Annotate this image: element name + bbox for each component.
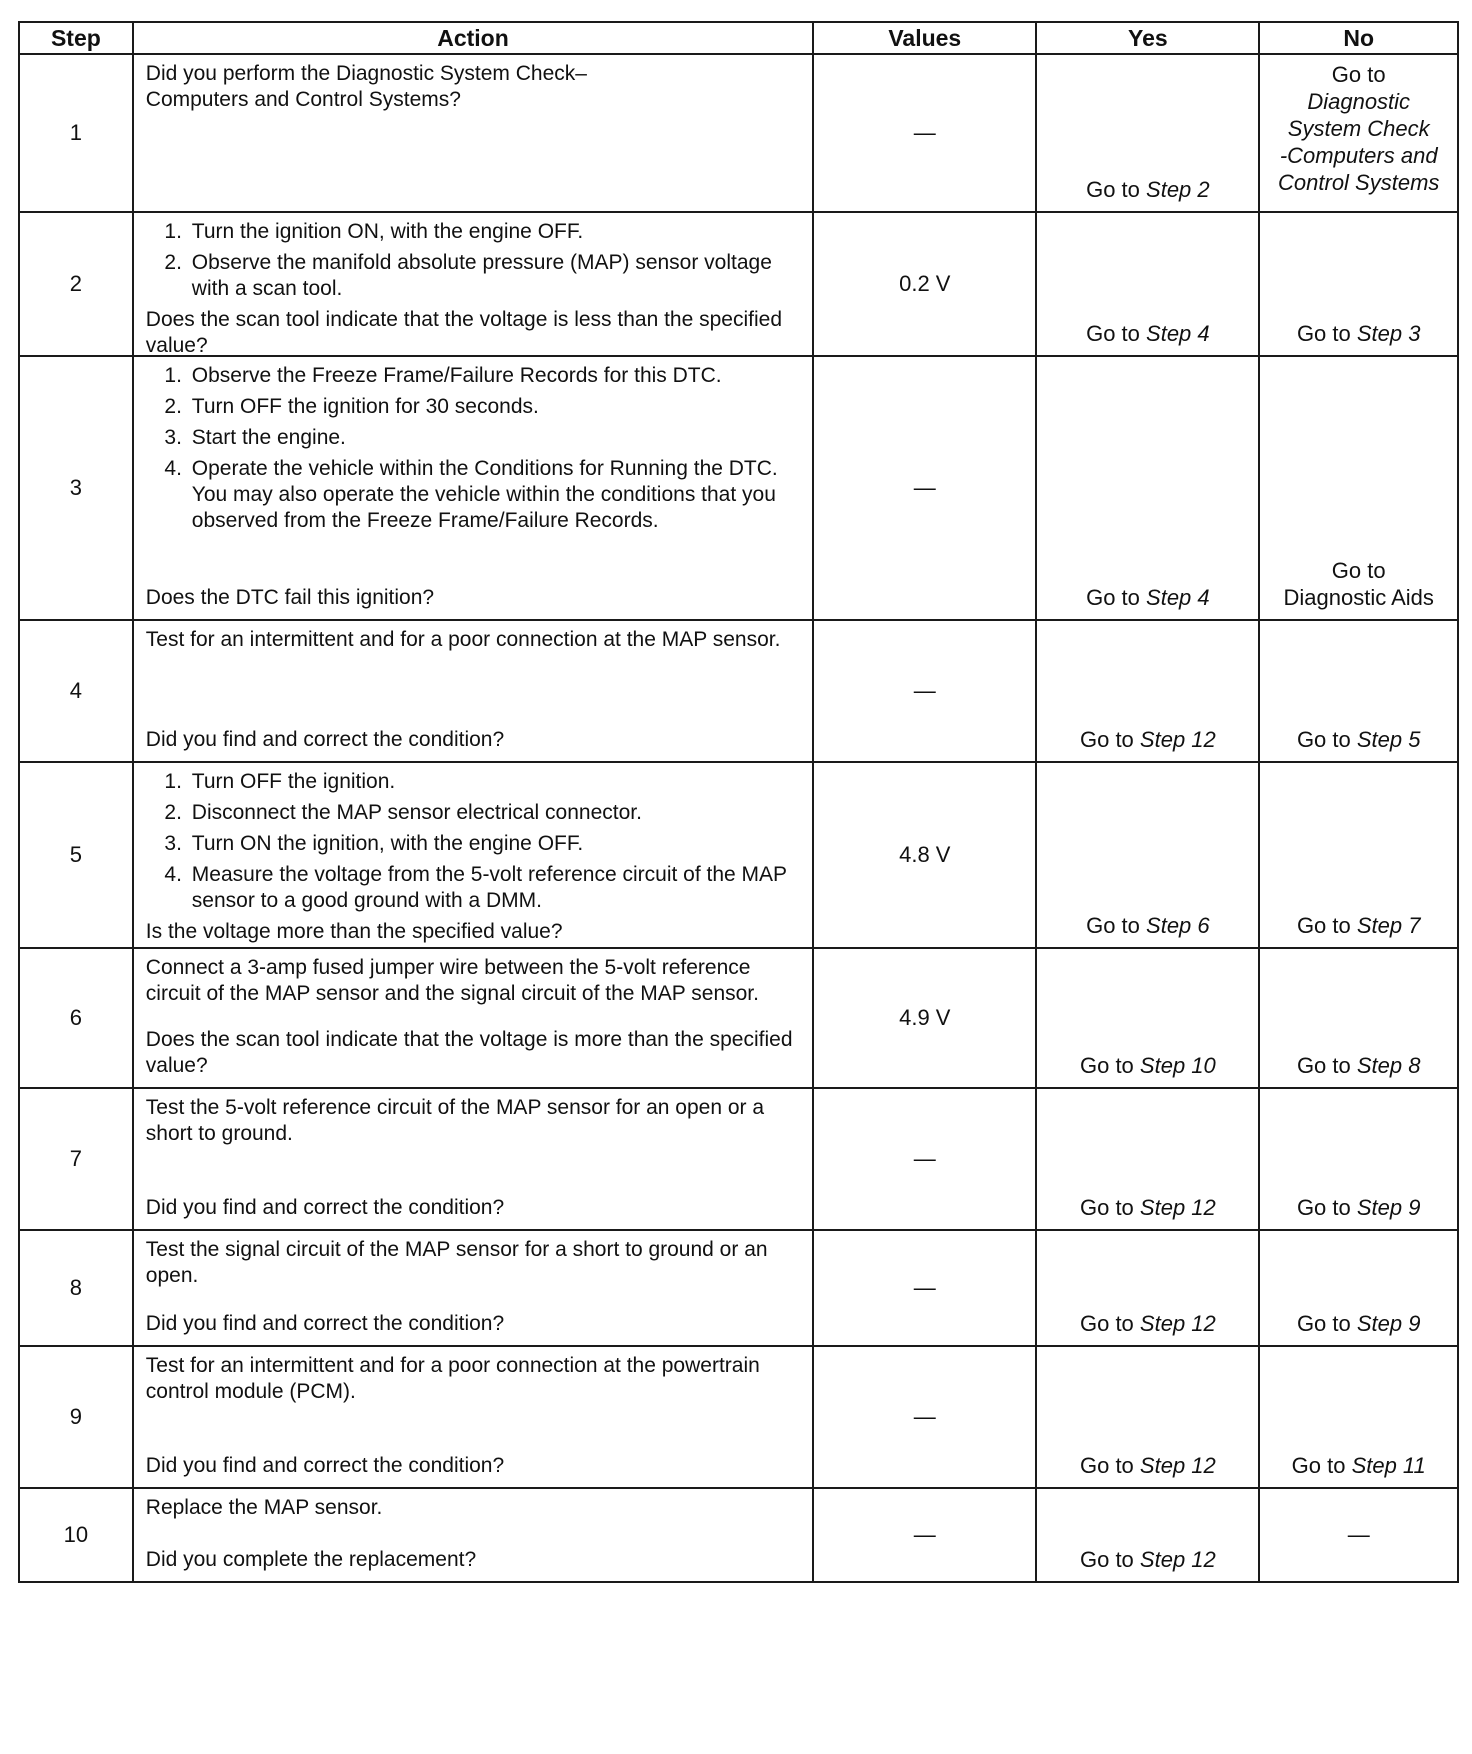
header-yes: Yes [1036, 22, 1259, 54]
action-list [146, 219, 800, 302]
yes-cell [1036, 1346, 1259, 1488]
value-cell: — [813, 1088, 1036, 1230]
value-cell: 4.8 V [813, 762, 1036, 948]
no-reference-text[interactable]: -Computers and [1279, 143, 1438, 168]
go-to-label: Go to [1079, 1453, 1134, 1478]
header-action: Action [133, 22, 813, 54]
value-cell: — [813, 54, 1036, 212]
action-list [146, 769, 800, 914]
go-to-label: Go to [1331, 62, 1386, 87]
yes-cell [1036, 54, 1259, 212]
no-reference-text[interactable]: Diagnostic [1307, 89, 1411, 114]
step-number: 7 [19, 1088, 133, 1230]
diagnostic-table [18, 21, 1459, 1583]
action-text: Replace the MAP sensor. [145, 1496, 383, 1519]
no-cell [1259, 762, 1458, 948]
action-text: Test the signal circuit of the MAP sensor for a short to ground or an open. [145, 1238, 768, 1287]
action-cell [133, 1088, 813, 1230]
value-cell: — [813, 1230, 1036, 1346]
no-step-link[interactable]: Step 8 [1356, 1053, 1421, 1078]
no-reference-text[interactable]: Diagnostic Aids [1283, 585, 1434, 610]
action-cell [133, 212, 813, 356]
value-cell: — [813, 1346, 1036, 1488]
step-number: 9 [19, 1346, 133, 1488]
action-list-item: 1. Observe the Freeze Frame/Failure Records for this DTC. [188, 363, 800, 389]
no-cell [1259, 212, 1458, 356]
step-number: 4 [19, 620, 133, 762]
go-to-label: Go to [1086, 913, 1140, 938]
action-question: Did you complete the replacement? [145, 1548, 477, 1571]
yes-step-link[interactable]: Step 4 [1146, 321, 1210, 346]
yes-step-link[interactable]: Step 12 [1139, 1547, 1216, 1572]
yes-cell [1036, 762, 1259, 948]
no-step-link[interactable]: Step 11 [1351, 1453, 1426, 1478]
action-list-item: 4. Operate the vehicle within the Conditions for Running the DTC. You may also operate the vehicle within the conditions that you observed from the Freeze Frame/Failure Records. [188, 456, 800, 534]
action-list-item: 4. Measure the voltage from the 5-volt reference circuit of the MAP sensor to a good ground with a DMM. [188, 862, 800, 914]
action-cell [133, 1488, 813, 1582]
yes-step-link[interactable]: Step 6 [1146, 913, 1210, 938]
no-cell [1259, 54, 1458, 212]
step-number: 5 [19, 762, 133, 948]
no-cell [1259, 620, 1458, 762]
go-to-label: Go to [1086, 321, 1140, 346]
action-cell [133, 356, 813, 620]
step-number: 10 [19, 1488, 133, 1582]
action-text: Test for an intermittent and for a poor connection at the MAP sensor. [145, 628, 781, 651]
no-cell [1259, 1346, 1458, 1488]
table-row [19, 620, 1458, 762]
yes-cell [1036, 1488, 1259, 1582]
yes-step-link[interactable]: Step 4 [1146, 585, 1210, 610]
go-to-label: Go to [1079, 1547, 1134, 1572]
action-text: Connect a 3-amp fused jumper wire between the 5-volt reference circuit of the MAP sensor and the signal circuit of the MAP sensor. [145, 956, 759, 1005]
go-to-label: Go to [1296, 727, 1351, 752]
no-cell [1259, 1088, 1458, 1230]
no-step-link[interactable]: Step 5 [1356, 727, 1421, 752]
go-to-label: Go to [1331, 558, 1386, 583]
table-row [19, 212, 1458, 356]
action-cell [133, 54, 813, 212]
no-step-link[interactable]: Step 9 [1356, 1311, 1421, 1336]
go-to-label: Go to [1086, 177, 1140, 202]
no-step-link[interactable]: Step 9 [1356, 1195, 1421, 1220]
action-list-item: 2. Turn OFF the ignition for 30 seconds. [188, 394, 800, 420]
action-list-item: 1. Turn OFF the ignition. [188, 769, 800, 795]
value-cell: — [813, 356, 1036, 620]
step-number: 2 [19, 212, 133, 356]
go-to-label: Go to [1079, 727, 1134, 752]
no-step-link[interactable]: Step 3 [1356, 321, 1421, 346]
yes-cell [1036, 356, 1259, 620]
header-step: Step [19, 22, 133, 54]
action-list-item: 3. Turn ON the ignition, with the engine OFF. [188, 831, 800, 857]
action-question: Does the DTC fail this ignition? [145, 586, 435, 609]
action-text: Did you perform the Diagnostic System Check– [145, 62, 587, 85]
table-row [19, 54, 1458, 212]
value-cell: — [813, 620, 1036, 762]
no-reference-text[interactable]: System Check [1287, 116, 1430, 141]
action-list-item: 3. Start the engine. [188, 425, 800, 451]
yes-step-link[interactable]: Step 12 [1139, 1195, 1216, 1220]
yes-step-link[interactable]: Step 12 [1139, 727, 1216, 752]
action-list [146, 363, 800, 534]
yes-step-link[interactable]: Step 12 [1139, 1453, 1216, 1478]
action-question: Is the voltage more than the specified value? [145, 920, 563, 943]
action-text: Computers and Control Systems? [145, 88, 461, 111]
no-cell [1259, 948, 1458, 1088]
table-row [19, 762, 1458, 948]
no-cell: — [1259, 1488, 1458, 1582]
header-row [19, 22, 1458, 54]
action-cell [133, 1230, 813, 1346]
action-question: Did you find and correct the condition? [145, 1312, 505, 1335]
go-to-label: Go to [1296, 1195, 1351, 1220]
table-row [19, 948, 1458, 1088]
step-number: 3 [19, 356, 133, 620]
table-row [19, 1346, 1458, 1488]
value-cell: 4.9 V [813, 948, 1036, 1088]
action-text: Test the 5-volt reference circuit of the MAP sensor for an open or a short to ground. [145, 1096, 765, 1145]
no-cell [1259, 1230, 1458, 1346]
action-list-item: 2. Disconnect the MAP sensor electrical connector. [188, 800, 800, 826]
no-reference-text[interactable]: Control Systems [1278, 170, 1440, 195]
go-to-label: Go to [1296, 913, 1351, 938]
step-number: 6 [19, 948, 133, 1088]
action-cell [133, 620, 813, 762]
yes-cell [1036, 948, 1259, 1088]
header-no: No [1259, 22, 1458, 54]
go-to-label: Go to [1079, 1195, 1134, 1220]
table-row [19, 356, 1458, 620]
table-row [19, 1230, 1458, 1346]
go-to-label: Go to [1296, 321, 1351, 346]
go-to-label: Go to [1296, 1311, 1351, 1336]
header-values: Values [813, 22, 1036, 54]
step-number: 1 [19, 54, 133, 212]
table-row [19, 1088, 1458, 1230]
yes-cell [1036, 620, 1259, 762]
table-row [19, 1488, 1458, 1582]
go-to-label: Go to [1291, 1453, 1346, 1478]
value-cell: 0.2 V [813, 212, 1036, 356]
action-text: Test for an intermittent and for a poor connection at the powertrain control module (PCM). [145, 1354, 760, 1403]
action-question: Did you find and correct the condition? [145, 728, 505, 751]
go-to-label: Go to [1086, 585, 1140, 610]
value-cell: — [813, 1488, 1036, 1582]
action-question: Did you find and correct the condition? [145, 1454, 505, 1477]
yes-step-link[interactable]: Step 12 [1139, 1311, 1216, 1336]
go-to-label: Go to [1079, 1053, 1134, 1078]
action-question: Did you find and correct the condition? [145, 1196, 505, 1219]
go-to-label: Go to [1296, 1053, 1351, 1078]
yes-step-link[interactable]: Step 2 [1146, 177, 1210, 202]
yes-step-link[interactable]: Step 10 [1139, 1053, 1216, 1078]
action-list-item: 2. Observe the manifold absolute pressure (MAP) sensor voltage with a scan tool. [188, 250, 800, 302]
no-step-link[interactable]: Step 7 [1356, 913, 1421, 938]
action-cell [133, 762, 813, 948]
action-question: Does the scan tool indicate that the voltage is less than the specified value? [145, 308, 783, 357]
action-list-item: 1. Turn the ignition ON, with the engine OFF. [188, 219, 800, 245]
yes-cell [1036, 1230, 1259, 1346]
action-question: Does the scan tool indicate that the voltage is more than the specified value? [145, 1028, 793, 1077]
yes-cell [1036, 1088, 1259, 1230]
no-cell [1259, 356, 1458, 620]
yes-cell [1036, 212, 1259, 356]
go-to-label: Go to [1079, 1311, 1134, 1336]
step-number: 8 [19, 1230, 133, 1346]
action-cell [133, 948, 813, 1088]
action-cell [133, 1346, 813, 1488]
